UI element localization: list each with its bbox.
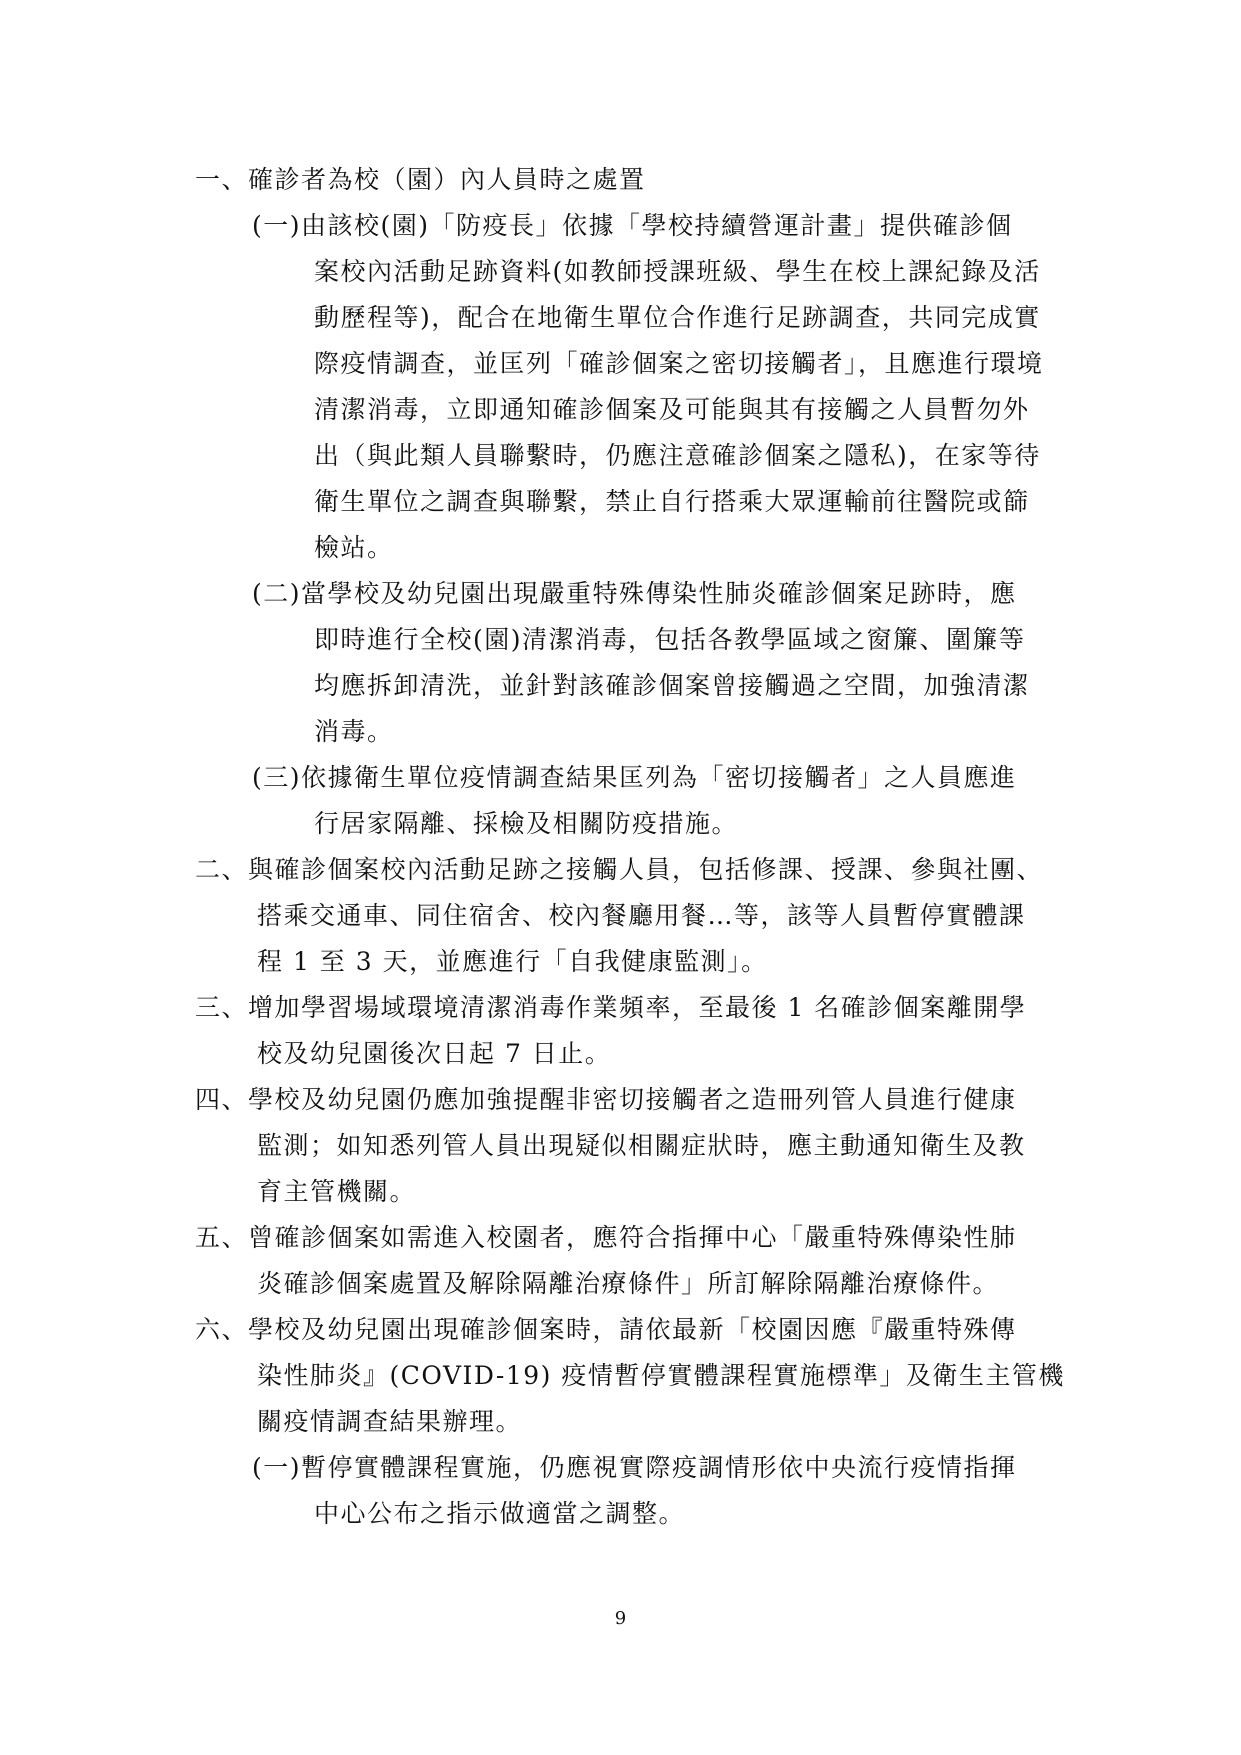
subitem-1-1-line: 清潔消毒，立即通知確診個案及可能與其有接觸之人員暫勿外 bbox=[314, 395, 1030, 424]
section-heading-4: 四、學校及幼兒園仍應加強提醒非密切接觸者之造冊列管人員進行健康 bbox=[195, 1085, 1017, 1114]
page-number: 9 bbox=[614, 1608, 627, 1629]
section-heading-6: 六、學校及幼兒園出現確診個案時，請依最新「校園因應『嚴重特殊傳 bbox=[195, 1315, 1017, 1344]
section-4-line: 育主管機關。 bbox=[257, 1177, 417, 1206]
subitem-1-1-line: 出（與此類人員聯繫時，仍應注意確診個案之隱私)，在家等待 bbox=[314, 441, 1041, 470]
section-heading-5: 五、曾確診個案如需進入校園者，應符合指揮中心「嚴重特殊傳染性肺 bbox=[195, 1223, 1017, 1252]
subitem-1-1-line: 衛生單位之調查與聯繫，禁止自行搭乘大眾運輸前往醫院或篩 bbox=[314, 487, 1030, 516]
section-3-line: 校及幼兒園後次日起 7 日止。 bbox=[257, 1039, 612, 1068]
section-5-line: 炎確診個案處置及解除隔離治療條件」所訂解除隔離治療條件。 bbox=[257, 1269, 1000, 1298]
subitem-1-2-line: 消毒。 bbox=[314, 717, 394, 746]
section-2-line: 搭乘交通車、同住宿舍、校內餐廳用餐…等，該等人員暫停實體課 bbox=[257, 901, 1026, 930]
section-6-line: 染性肺炎』(COVID-19) 疫情暫停實體課程實施標準」及衛生主管機 bbox=[257, 1361, 1065, 1390]
section-heading-3: 三、增加學習場域環境清潔消毒作業頻率，至最後 1 名確診個案離開學 bbox=[195, 993, 1027, 1022]
subitem-1-3-line: (三)依據衛生單位疫情調查結果匡列為「密切接觸者」之人員應進 bbox=[252, 763, 1017, 792]
subitem-1-3-line: 行居家隔離、採檢及相關防疫措施。 bbox=[314, 809, 739, 838]
subitem-1-2-line: (二)當學校及幼兒園出現嚴重特殊傳染性肺炎確診個案足跡時，應 bbox=[252, 579, 1017, 608]
subitem-1-1-line: 動歷程等)，配合在地衛生單位合作進行足跡調查，共同完成實 bbox=[314, 303, 1041, 332]
subitem-1-2-line: 即時進行全校(園)清潔消毒，包括各教學區域之窗簾、圍簾等 bbox=[314, 625, 1026, 654]
section-6-line: 關疫情調查結果辦理。 bbox=[257, 1407, 523, 1436]
subitem-1-1-line: 案校內活動足跡資料(如教師授課班級、學生在校上課紀錄及活 bbox=[314, 257, 1041, 286]
subitem-1-1-line: (一)由該校(園)「防疫長」依據「學校持續營運計畫」提供確診個 bbox=[252, 211, 1013, 240]
subitem-1-1-line: 際疫情調查，並匡列「確診個案之密切接觸者」，且應進行環境 bbox=[314, 349, 1044, 378]
subitem-1-2-line: 均應拆卸清洗，並針對該確診個案曾接觸過之空間，加強清潔 bbox=[314, 671, 1030, 700]
section-4-line: 監測；如知悉列管人員出現疑似相關症狀時，應主動通知衛生及教 bbox=[257, 1131, 1026, 1160]
section-2-line: 程 1 至 3 天，並應進行「自我健康監測」。 bbox=[257, 947, 768, 976]
section-heading-2: 二、與確診個案校內活動足跡之接觸人員，包括修課、授課、參與社團、 bbox=[195, 855, 1044, 884]
subitem-1-1-line: 檢站。 bbox=[314, 533, 394, 562]
subitem-6-1-line: 中心公布之指示做適當之調整。 bbox=[314, 1499, 686, 1528]
section-heading-1: 一、確診者為校（園）內人員時之處置 bbox=[195, 165, 646, 194]
subitem-6-1-line: (一)暫停實體課程實施，仍應視實際疫調情形依中央流行疫情指揮 bbox=[252, 1453, 1017, 1482]
